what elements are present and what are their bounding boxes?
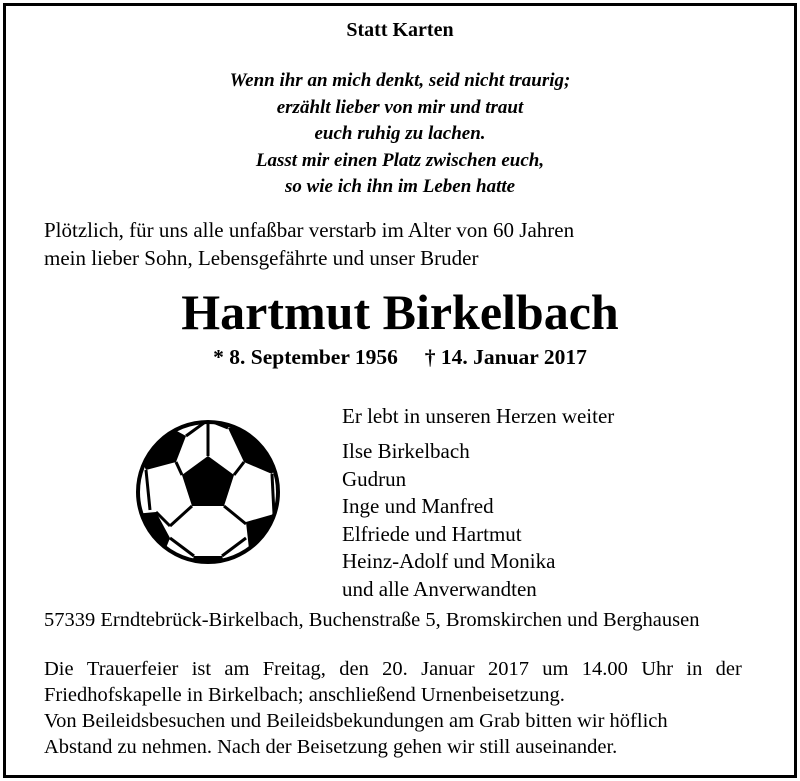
intro-line: mein lieber Sohn, Lebensgefährte und unser Bruder xyxy=(44,246,479,270)
funeral-info-word: 14.00 xyxy=(581,658,628,680)
funeral-info-word: der xyxy=(715,658,742,680)
poem-line: erzählt lieber von mir und traut xyxy=(276,96,524,118)
funeral-info-word: 2017 xyxy=(487,658,529,680)
mourner: Heinz-Adolf und Monika xyxy=(342,549,556,573)
mourner: Gudrun xyxy=(342,466,407,491)
funeral-info-word: Januar xyxy=(421,658,475,680)
funeral-info-word: den xyxy=(339,658,369,680)
header-title: Statt Karten xyxy=(346,19,454,41)
mourner: Elfriede und Hartmut xyxy=(342,521,522,546)
address: 57339 Erndtebrück-Birkelbach, Buchenstraße 5, Bromskirchen und Berghausen xyxy=(44,609,700,631)
poem-line: euch ruhig zu lachen. xyxy=(314,123,486,144)
birth-date: * 8. September 1956 xyxy=(213,345,398,369)
funeral-info-word: ist xyxy=(191,658,212,680)
intro-text xyxy=(44,216,574,272)
funeral-info-line: Von Beileidsbesuchen und Beileidsbekundungen am Grab bitten wir höflich xyxy=(44,710,668,732)
funeral-info-word: Die xyxy=(44,658,74,680)
deceased-name: Hartmut Birkelbach xyxy=(181,284,619,340)
funeral-info-word: Trauerfeier xyxy=(86,658,179,680)
funeral-info-line: Abstand zu nehmen. Nach der Beisetzung gehen wir still auseinander. xyxy=(44,736,618,758)
funeral-info-word: Freitag, xyxy=(262,658,326,680)
poem-line: Wenn ihr an mich denkt, seid nicht traurig; xyxy=(229,70,571,91)
poem-line: so wie ich ihn im Leben hatte xyxy=(284,176,516,197)
poem xyxy=(6,68,794,201)
motto: Er lebt in unseren Herzen weiter xyxy=(342,404,615,428)
mourner: und alle Anverwandten xyxy=(342,576,537,601)
mourner: Ilse Birkelbach xyxy=(342,439,470,463)
soccer-ball-icon xyxy=(134,418,282,566)
funeral-info-word: Uhr xyxy=(641,658,674,680)
funeral-info xyxy=(44,656,742,760)
mourners-list xyxy=(342,438,555,603)
funeral-info-word: um xyxy=(542,658,569,680)
funeral-info-line: Friedhofskapelle in Birkelbach; anschließend Urnenbeisetzung. xyxy=(44,684,565,706)
mourner: Inge und Manfred xyxy=(342,494,494,518)
death-date: † 14. Januar 2017 xyxy=(424,345,587,369)
funeral-info-word: 20. xyxy=(382,658,408,680)
funeral-info-word: in xyxy=(686,658,703,680)
life-dates xyxy=(6,345,794,370)
funeral-info-word: am xyxy=(224,658,250,680)
poem-line: Lasst mir einen Platz zwischen euch, xyxy=(255,149,545,171)
funeral-info-line xyxy=(44,656,742,682)
obituary-notice xyxy=(3,3,797,778)
intro-line: Plötzlich, für uns alle unfaßbar verstarb im Alter von 60 Jahren xyxy=(44,218,575,242)
